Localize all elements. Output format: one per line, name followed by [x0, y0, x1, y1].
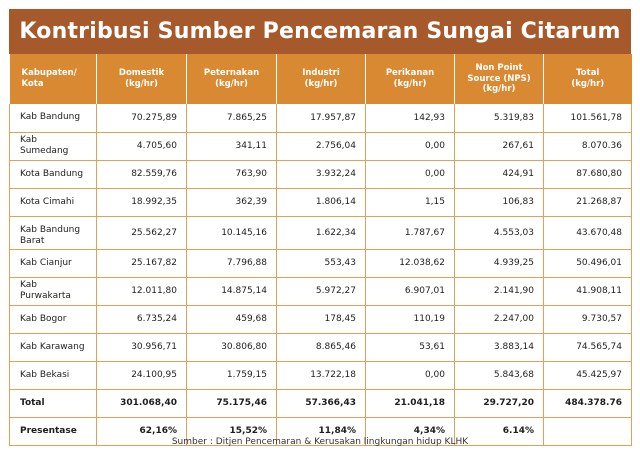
- source-note: Sumber : Ditjen Pencemaran & Kerusakan lingkungan hidup KLHK: [171, 437, 469, 447]
- cell-perikanan: 53,61: [366, 333, 455, 361]
- cell-industri: 1.806,14: [277, 188, 366, 216]
- cell-peternakan: 341,11: [187, 132, 277, 160]
- total-nps: 29.727,20: [455, 389, 544, 417]
- cell-nps: 5.843,68: [455, 361, 544, 389]
- total-industri: 57.366,43: [277, 389, 366, 417]
- row-name: Kab Bandung Barat: [10, 216, 97, 249]
- cell-industri: 3.932,24: [277, 160, 366, 188]
- cell-industri: 178,45: [277, 305, 366, 333]
- cell-peternakan: 763,90: [187, 160, 277, 188]
- pct-perikanan: 4,34%: [366, 417, 455, 445]
- cell-total: 74.565,74: [544, 333, 632, 361]
- header-industri: Industri (kg/hr): [277, 54, 366, 104]
- pollution-table: [9, 54, 632, 446]
- cell-domestik: 6.735,24: [97, 305, 187, 333]
- cell-perikanan: 0,00: [366, 160, 455, 188]
- pct-industri: 11,84%: [277, 417, 366, 445]
- cell-nps: 3.883,14: [455, 333, 544, 361]
- total-total: 484.378.76: [544, 389, 632, 417]
- table-row: [10, 305, 632, 333]
- cell-nps: 4.553,03: [455, 216, 544, 249]
- cell-industri: 1.622,34: [277, 216, 366, 249]
- table-row: [10, 216, 632, 249]
- cell-total: 8.070.36: [544, 132, 632, 160]
- cell-peternakan: 7.796,88: [187, 249, 277, 277]
- cell-total: 43.670,48: [544, 216, 632, 249]
- pct-label: Presentase: [10, 417, 97, 445]
- table-row: [10, 132, 632, 160]
- cell-total: 50.496,01: [544, 249, 632, 277]
- cell-industri: 8.865,46: [277, 333, 366, 361]
- row-name: Kota Bandung: [10, 160, 97, 188]
- row-name: Kab Cianjur: [10, 249, 97, 277]
- cell-perikanan: 1.787,67: [366, 216, 455, 249]
- cell-domestik: 70.275,89: [97, 104, 187, 132]
- header-total: Total (kg/hr): [544, 54, 632, 104]
- cell-industri: 553,43: [277, 249, 366, 277]
- table-row: [10, 277, 632, 305]
- cell-domestik: 18.992,35: [97, 188, 187, 216]
- header-domestik: Domestik (kg/hr): [97, 54, 187, 104]
- cell-peternakan: 14.875,14: [187, 277, 277, 305]
- cell-domestik: 25.562,27: [97, 216, 187, 249]
- header-perikanan: Perikanan (kg/hr): [366, 54, 455, 104]
- pct-peternakan: 15,52%: [187, 417, 277, 445]
- cell-domestik: 25.167,82: [97, 249, 187, 277]
- cell-total: 45.425,97: [544, 361, 632, 389]
- cell-total: 41.908,11: [544, 277, 632, 305]
- cell-perikanan: 0,00: [366, 361, 455, 389]
- row-name: Kab Purwakarta: [10, 277, 97, 305]
- table-row: [10, 160, 632, 188]
- pct-nps: 6.14%: [455, 417, 544, 445]
- cell-total: 9.730,57: [544, 305, 632, 333]
- cell-perikanan: 142,93: [366, 104, 455, 132]
- cell-nps: 267,61: [455, 132, 544, 160]
- pct-domestik: 62,16%: [97, 417, 187, 445]
- table-row: [10, 361, 632, 389]
- cell-peternakan: 7.865,25: [187, 104, 277, 132]
- cell-perikanan: 12.038,62: [366, 249, 455, 277]
- cell-industri: 5.972,27: [277, 277, 366, 305]
- cell-domestik: 82.559,76: [97, 160, 187, 188]
- cell-peternakan: 30.806,80: [187, 333, 277, 361]
- row-name: Kota Cimahi: [10, 188, 97, 216]
- cell-domestik: 12.011,80: [97, 277, 187, 305]
- title-banner: [9, 9, 631, 54]
- cell-peternakan: 1.759,15: [187, 361, 277, 389]
- cell-peternakan: 10.145,16: [187, 216, 277, 249]
- cell-perikanan: 0,00: [366, 132, 455, 160]
- total-peternakan: 75.175,46: [187, 389, 277, 417]
- cell-industri: 13.722,18: [277, 361, 366, 389]
- row-name: Kab Bandung: [10, 104, 97, 132]
- cell-nps: 424,91: [455, 160, 544, 188]
- cell-nps: 2.247,00: [455, 305, 544, 333]
- cell-nps: 106,83: [455, 188, 544, 216]
- cell-nps: 2.141,90: [455, 277, 544, 305]
- cell-total: 101.561,78: [544, 104, 632, 132]
- cell-perikanan: 1,15: [366, 188, 455, 216]
- cell-total: 21.268,87: [544, 188, 632, 216]
- cell-total: 87.680,80: [544, 160, 632, 188]
- cell-nps: 4.939,25: [455, 249, 544, 277]
- header-peternakan: Peternakan (kg/hr): [187, 54, 277, 104]
- page-title: Kontribusi Sumber Pencemaran Sungai Citarum: [19, 19, 621, 44]
- table-row: [10, 104, 632, 132]
- row-name: Kab Karawang: [10, 333, 97, 361]
- cell-industri: 17.957,87: [277, 104, 366, 132]
- cell-domestik: 24.100,95: [97, 361, 187, 389]
- cell-perikanan: 6.907,01: [366, 277, 455, 305]
- cell-domestik: 30.956,71: [97, 333, 187, 361]
- cell-perikanan: 110,19: [366, 305, 455, 333]
- row-name: Kab Sumedang: [10, 132, 97, 160]
- table-header: [10, 54, 632, 104]
- total-row: [10, 389, 632, 417]
- cell-peternakan: 362,39: [187, 188, 277, 216]
- table-row: [10, 188, 632, 216]
- header-nps: Non Point Source (NPS) (kg/hr): [455, 54, 544, 104]
- total-domestik: 301.068,40: [97, 389, 187, 417]
- total-label: Total: [10, 389, 97, 417]
- header-kabupaten: Kabupaten/ Kota: [10, 54, 97, 104]
- cell-domestik: 4.705,60: [97, 132, 187, 160]
- row-name: Kab Bogor: [10, 305, 97, 333]
- cell-nps: 5.319,83: [455, 104, 544, 132]
- table-row: [10, 249, 632, 277]
- total-perikanan: 21.041,18: [366, 389, 455, 417]
- row-name: Kab Bekasi: [10, 361, 97, 389]
- table-row: [10, 333, 632, 361]
- cell-peternakan: 459,68: [187, 305, 277, 333]
- cell-industri: 2.756,04: [277, 132, 366, 160]
